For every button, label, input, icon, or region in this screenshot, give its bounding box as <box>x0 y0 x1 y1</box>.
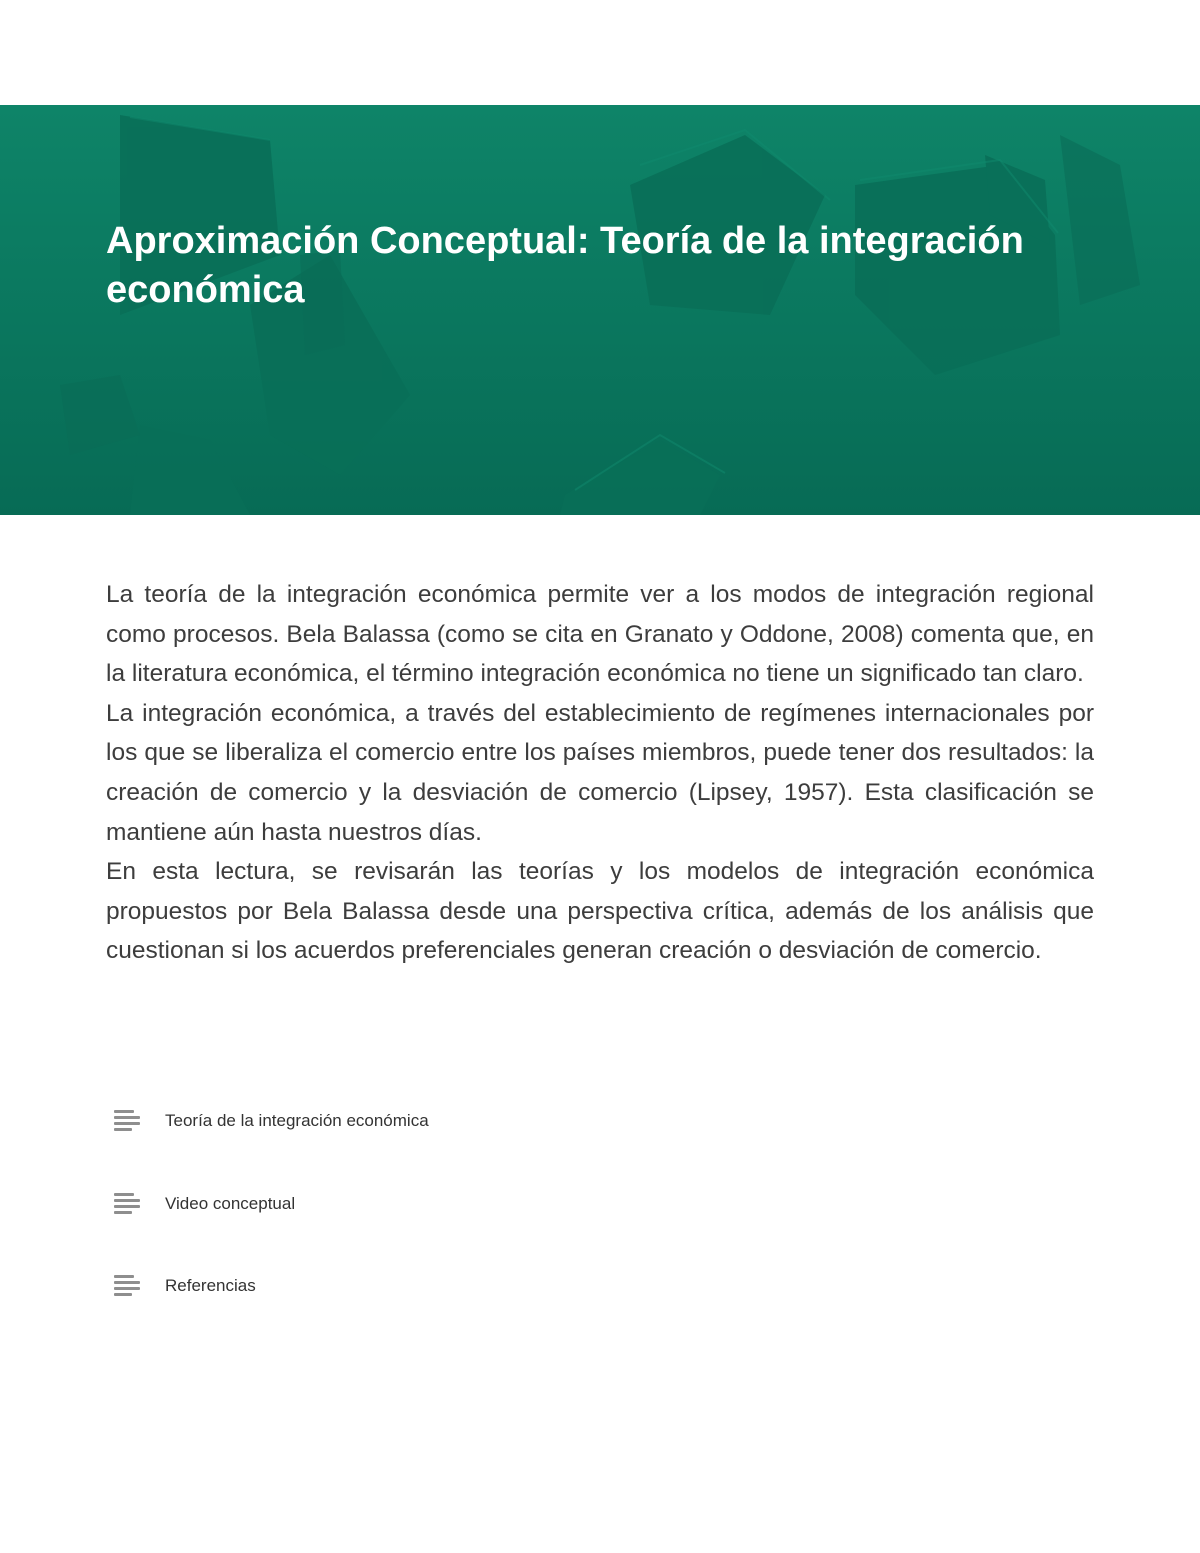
toc-item-label[interactable]: Teoría de la integración económica <box>165 1111 429 1130</box>
toc-item-teoria[interactable] <box>114 1100 714 1183</box>
text-lines-icon <box>114 1110 140 1132</box>
page-title: Aproximación Conceptual: Teoría de la integración económica <box>106 220 1024 311</box>
toc-item-label[interactable]: Video conceptual <box>165 1193 296 1213</box>
toc-item-video[interactable] <box>114 1183 714 1266</box>
header-banner <box>0 105 1200 515</box>
text-lines-icon <box>114 1193 140 1215</box>
toc-item-label[interactable]: Referencias <box>165 1276 256 1295</box>
intro-paragraph-2: La integración económica, a través del establecimiento de regímenes internacionales por los que se liberaliza el comercio entre los países miembros, puede tener dos resultados: la creación de comercio y la desviación de comercio (Lipsey, 1957). Esta clasificación se mantiene aún hasta nuestros días. <box>106 699 1094 846</box>
text-lines-icon <box>114 1275 140 1297</box>
toc-item-referencias[interactable] <box>114 1265 714 1348</box>
intro-text <box>106 575 1094 971</box>
table-of-contents <box>114 1100 714 1348</box>
intro-paragraph-1: La teoría de la integración económica permite ver a los modos de integración regional como procesos. Bela Balassa (como se cita en Granato y Oddone, 2008) comenta que, en la literatura económica, el término integración económica no tiene un significado tan claro. <box>106 581 1094 688</box>
intro-paragraph-3: En esta lectura, se revisarán las teorías y los modelos de integración económica propuestos por Bela Balassa desde una perspectiva crítica, además de los análisis que cuestionan si los acuerdos preferenciales generan creación o desviación de comercio. <box>106 858 1094 965</box>
